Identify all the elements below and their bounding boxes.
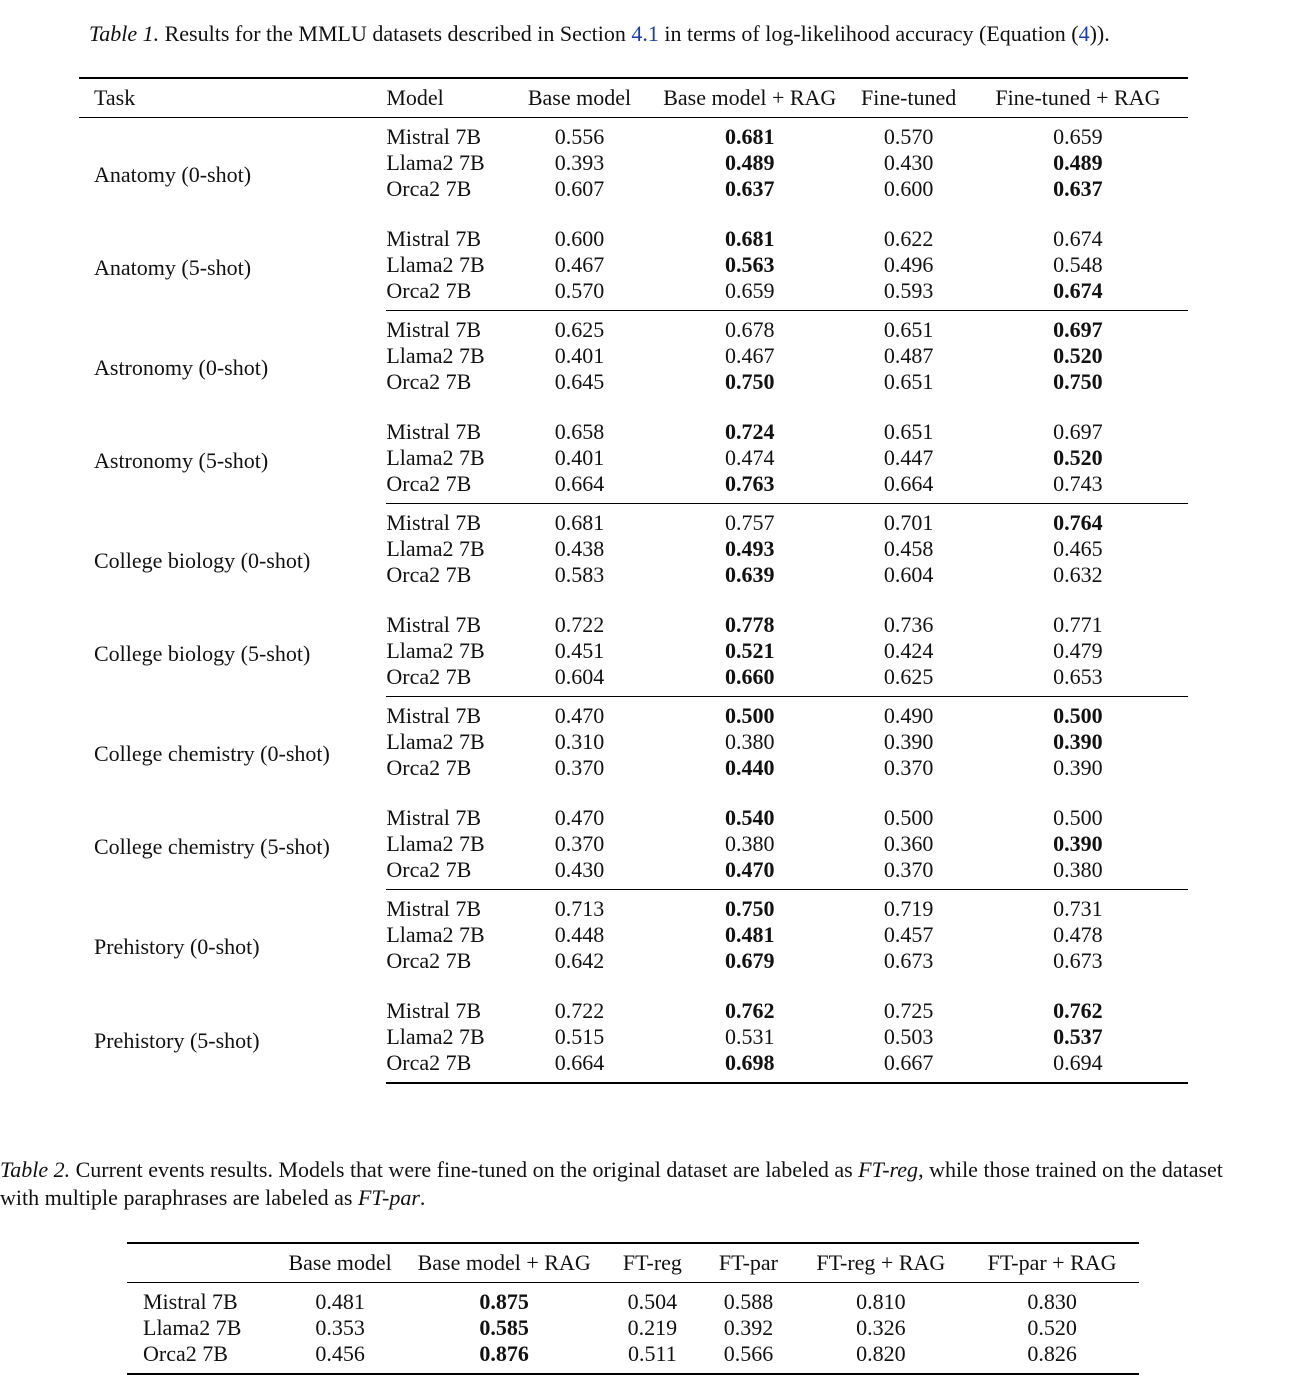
fine-tuned-cell: 0.664 — [849, 471, 967, 504]
fine-tuned-cell: 0.500 — [883, 805, 934, 830]
task-cell: Anatomy (0-shot) — [94, 162, 252, 187]
model-cell: Llama2 7B — [386, 343, 485, 368]
model-cell: Llama2 7B — [386, 831, 485, 856]
base-model-rag-cell: 0.724 — [725, 419, 775, 444]
base-model-cell: 0.448 — [554, 922, 605, 947]
table-row — [79, 504, 1188, 537]
task-cell: Astronomy (5-shot) — [94, 448, 269, 474]
base-model-cell: 0.664 — [509, 471, 650, 504]
base-model-cell: 0.481 — [315, 1289, 365, 1314]
model-cell: Mistral 7B — [386, 998, 482, 1023]
ft-par-cell: 0.566 — [700, 1341, 796, 1374]
fine-tuned-rag-cell: 0.694 — [968, 1050, 1188, 1083]
fine-tuned-cell: 0.651 — [883, 419, 934, 444]
base-model-cell: 0.645 — [554, 369, 605, 394]
model-cell: Mistral 7B — [386, 317, 482, 342]
base-model-rag-cell: 0.678 — [725, 317, 775, 342]
fine-tuned-rag-cell: 0.520 — [1053, 343, 1103, 368]
base-model-cell: 0.625 — [554, 317, 605, 342]
table-row — [127, 1341, 1139, 1374]
model-cell: Mistral 7B — [143, 1289, 238, 1314]
table1-caption — [89, 20, 1110, 48]
fine-tuned-rag-cell: 0.659 — [1053, 124, 1103, 149]
fine-tuned-rag-cell: 0.500 — [1053, 805, 1103, 830]
task-cell: Astronomy (0-shot) — [94, 354, 269, 380]
header-ft-par: FT-par — [700, 1243, 796, 1283]
fine-tuned-cell: 0.457 — [883, 922, 934, 947]
fine-tuned-cell: 0.458 — [883, 536, 934, 561]
ft-reg-cell: 0.504 — [627, 1289, 678, 1314]
fine-tuned-cell: 0.725 — [883, 998, 934, 1023]
base-model-rag-cell: 0.493 — [725, 536, 775, 561]
base-model-cell: 0.607 — [554, 176, 605, 201]
fine-tuned-rag-cell: 0.637 — [1053, 176, 1103, 201]
base-model-rag-cell: 0.681 — [725, 226, 775, 251]
base-model-cell: 0.713 — [554, 896, 605, 921]
fine-tuned-cell: 0.719 — [883, 896, 934, 921]
base-model-rag-cell: 0.531 — [725, 1024, 775, 1049]
fine-tuned-cell: 0.487 — [883, 343, 934, 368]
task-group — [79, 805, 1188, 890]
model-cell: Llama2 7B — [386, 252, 485, 277]
header-base-model: Base model — [509, 78, 650, 118]
fine-tuned-cell: 0.622 — [883, 226, 934, 251]
task-cell: College biology (5-shot) — [94, 641, 311, 667]
section-ref-link[interactable]: 4.1 — [631, 21, 659, 46]
base-model-cell: 0.604 — [509, 664, 650, 697]
table1-caption-text-after: )). — [1089, 21, 1110, 46]
header-ft-par-rag: FT-par + RAG — [965, 1243, 1139, 1283]
ft-reg-rag-cell: 0.810 — [856, 1289, 906, 1314]
header-ft-reg: FT-reg — [604, 1243, 700, 1283]
table-row — [79, 226, 1188, 252]
header-model: Model — [386, 78, 509, 118]
task-group — [79, 118, 1188, 227]
header-empty — [127, 1243, 276, 1283]
fine-tuned-rag-cell: 0.762 — [1053, 998, 1103, 1023]
table-row — [79, 118, 1188, 151]
table1-header-row — [79, 78, 1188, 118]
base-model-rag-cell: 0.698 — [650, 1050, 849, 1083]
fine-tuned-cell: 0.370 — [849, 857, 967, 890]
fine-tuned-cell: 0.736 — [883, 612, 934, 637]
base-model-rag-cell: 0.639 — [725, 562, 775, 587]
header-base-model-rag: Base model + RAG — [650, 78, 849, 118]
base-model-cell: 0.370 — [554, 755, 605, 780]
fine-tuned-rag-cell: 0.390 — [1053, 755, 1103, 780]
fine-tuned-cell: 0.600 — [883, 176, 934, 201]
base-model-rag-cell: 0.563 — [725, 252, 775, 277]
ft-reg-cell: 0.511 — [604, 1341, 700, 1374]
fine-tuned-rag-cell: 0.500 — [1053, 703, 1103, 728]
fine-tuned-rag-cell: 0.674 — [968, 278, 1188, 311]
model-cell: Orca2 7B — [386, 278, 509, 311]
model-cell: Llama2 7B — [386, 445, 485, 470]
base-model-rag-cell: 0.762 — [725, 998, 775, 1023]
model-cell: Llama2 7B — [143, 1315, 242, 1340]
base-model-rag-cell: 0.763 — [650, 471, 849, 504]
table2-caption-line2 — [0, 1184, 425, 1212]
base-model-rag-cell: 0.679 — [725, 948, 775, 973]
base-model-rag-cell: 0.659 — [650, 278, 849, 311]
fine-tuned-cell: 0.701 — [883, 510, 934, 535]
fine-tuned-cell: 0.447 — [883, 445, 934, 470]
base-model-cell: 0.467 — [554, 252, 605, 277]
equation-ref-link[interactable]: 4 — [1078, 21, 1090, 46]
base-model-cell: 0.570 — [509, 278, 650, 311]
base-model-cell: 0.658 — [554, 419, 605, 444]
model-cell: Llama2 7B — [386, 729, 485, 754]
base-model-rag-cell: 0.489 — [725, 150, 775, 175]
ft-par-rag-cell: 0.826 — [965, 1341, 1139, 1374]
table2-caption-text: Current events results. Models that were fine-tuned on the original dataset are labeled as — [70, 1157, 859, 1182]
base-model-rag-cell: 0.470 — [650, 857, 849, 890]
base-model-rag-cell: 0.681 — [725, 124, 775, 149]
base-model-rag-cell: 0.637 — [725, 176, 775, 201]
base-model-rag-cell: 0.757 — [725, 510, 775, 535]
base-model-cell: 0.470 — [554, 703, 605, 728]
fine-tuned-rag-cell: 0.743 — [968, 471, 1188, 504]
fine-tuned-rag-cell: 0.537 — [1053, 1024, 1103, 1049]
fine-tuned-cell: 0.503 — [883, 1024, 934, 1049]
table-row — [79, 612, 1188, 638]
model-cell: Mistral 7B — [386, 226, 482, 251]
task-group — [79, 998, 1188, 1083]
fine-tuned-rag-cell: 0.674 — [1053, 226, 1103, 251]
base-model-cell: 0.600 — [554, 226, 605, 251]
task-group — [79, 612, 1188, 697]
header-task: Task — [79, 78, 386, 118]
header-fine-tuned: Fine-tuned — [849, 78, 967, 118]
table2-header-row — [127, 1243, 1139, 1283]
fine-tuned-cell: 0.625 — [849, 664, 967, 697]
base-model-rag-cell: 0.467 — [725, 343, 775, 368]
ft-reg-rag-cell: 0.820 — [797, 1341, 966, 1374]
base-model-cell: 0.370 — [554, 831, 605, 856]
model-cell: Orca2 7B — [386, 176, 472, 201]
base-model-cell: 0.401 — [554, 445, 605, 470]
model-cell: Orca2 7B — [386, 948, 472, 973]
fine-tuned-cell: 0.570 — [883, 124, 934, 149]
fine-tuned-cell: 0.496 — [883, 252, 934, 277]
fine-tuned-cell: 0.604 — [883, 562, 934, 587]
model-cell: Orca2 7B — [386, 471, 509, 504]
table2-caption — [0, 1156, 1223, 1184]
base-model-cell: 0.583 — [554, 562, 605, 587]
fine-tuned-cell: 0.673 — [883, 948, 934, 973]
table1-caption-text: Results for the MMLU datasets described in Section — [159, 21, 632, 46]
base-model-rag-cell: 0.778 — [725, 612, 775, 637]
table2-caption-text-after: , while those trained on the dataset — [918, 1157, 1223, 1182]
results-table-current-events — [127, 1242, 1139, 1375]
base-model-cell: 0.393 — [554, 150, 605, 175]
table-row — [127, 1315, 1139, 1341]
fine-tuned-cell: 0.424 — [883, 638, 934, 663]
fine-tuned-rag-cell: 0.489 — [1053, 150, 1103, 175]
table-row — [127, 1283, 1139, 1316]
task-cell: College chemistry (5-shot) — [94, 834, 330, 860]
base-model-cell: 0.401 — [554, 343, 605, 368]
table2-caption-end: . — [419, 1185, 426, 1210]
model-cell: Llama2 7B — [386, 536, 485, 561]
task-group — [79, 419, 1188, 504]
fine-tuned-cell: 0.651 — [883, 317, 934, 342]
base-model-rag-cell: 0.750 — [725, 369, 775, 394]
fine-tuned-rag-cell: 0.390 — [1053, 831, 1103, 856]
base-model-cell: 0.722 — [554, 998, 605, 1023]
base-model-rag-cell: 0.750 — [725, 896, 775, 921]
model-cell: Orca2 7B — [386, 562, 472, 587]
base-model-rag-cell: 0.875 — [479, 1289, 529, 1314]
base-model-cell: 0.438 — [554, 536, 605, 561]
model-cell: Mistral 7B — [386, 124, 482, 149]
fine-tuned-rag-cell: 0.653 — [968, 664, 1188, 697]
base-model-cell: 0.556 — [554, 124, 605, 149]
fine-tuned-rag-cell: 0.697 — [1053, 419, 1103, 444]
table2-body — [127, 1283, 1139, 1375]
fine-tuned-rag-cell: 0.479 — [1053, 638, 1103, 663]
ft-reg-term: FT-reg — [858, 1157, 919, 1182]
model-cell: Orca2 7B — [386, 755, 472, 780]
model-cell: Llama2 7B — [386, 1024, 485, 1049]
base-model-cell: 0.353 — [315, 1315, 365, 1340]
table1-caption-label: Table 1. — [89, 21, 160, 46]
base-model-rag-cell: 0.440 — [725, 755, 775, 780]
task-cell: College chemistry (0-shot) — [94, 740, 330, 766]
table1-caption-text-middle: in terms of log-likelihood accuracy (Equation ( — [658, 21, 1079, 46]
fine-tuned-rag-cell: 0.697 — [1053, 317, 1103, 342]
base-model-rag-cell: 0.380 — [725, 729, 775, 754]
table2-caption-label: Table 2. — [0, 1157, 71, 1182]
fine-tuned-cell: 0.390 — [883, 729, 934, 754]
fine-tuned-rag-cell: 0.673 — [1053, 948, 1103, 973]
fine-tuned-rag-cell: 0.632 — [1053, 562, 1103, 587]
model-cell: Mistral 7B — [386, 510, 482, 535]
fine-tuned-cell: 0.651 — [883, 369, 934, 394]
model-cell: Mistral 7B — [386, 612, 482, 637]
model-cell: Llama2 7B — [386, 150, 485, 175]
fine-tuned-rag-cell: 0.764 — [1053, 510, 1103, 535]
fine-tuned-rag-cell: 0.478 — [1053, 922, 1103, 947]
table-row — [79, 419, 1188, 445]
ft-par-rag-cell: 0.830 — [1027, 1289, 1077, 1314]
ft-par-term: FT-par — [357, 1185, 420, 1210]
table2-caption-text-line2: with multiple paraphrases are labeled as — [0, 1185, 358, 1210]
task-cell: College biology (0-shot) — [94, 547, 311, 573]
model-cell: Mistral 7B — [386, 896, 482, 921]
base-model-rag-cell: 0.380 — [725, 831, 775, 856]
model-cell: Llama2 7B — [386, 638, 485, 663]
base-model-rag-cell: 0.540 — [725, 805, 775, 830]
header-fine-tuned-rag: Fine-tuned + RAG — [968, 78, 1188, 118]
ft-par-rag-cell: 0.520 — [1027, 1315, 1077, 1340]
fine-tuned-cell: 0.370 — [883, 755, 934, 780]
results-table-mmlu — [79, 77, 1188, 1084]
base-model-cell: 0.664 — [509, 1050, 650, 1083]
fine-tuned-rag-cell: 0.520 — [1053, 445, 1103, 470]
base-model-cell: 0.451 — [554, 638, 605, 663]
model-cell: Orca2 7B — [386, 369, 472, 394]
task-cell: Anatomy (5-shot) — [94, 255, 252, 281]
base-model-rag-cell: 0.660 — [650, 664, 849, 697]
model-cell: Orca2 7B — [386, 664, 509, 697]
table-row — [79, 697, 1188, 730]
base-model-cell: 0.430 — [509, 857, 650, 890]
fine-tuned-rag-cell: 0.731 — [1053, 896, 1103, 921]
base-model-rag-cell: 0.521 — [725, 638, 775, 663]
fine-tuned-cell: 0.490 — [883, 703, 934, 728]
task-group — [79, 890, 1188, 999]
task-group — [79, 311, 1188, 420]
ft-par-cell: 0.588 — [723, 1289, 774, 1314]
fine-tuned-rag-cell: 0.465 — [1053, 536, 1103, 561]
ft-reg-cell: 0.219 — [627, 1315, 678, 1340]
ft-reg-rag-cell: 0.326 — [856, 1315, 906, 1340]
ft-par-cell: 0.392 — [723, 1315, 774, 1340]
fine-tuned-cell: 0.593 — [849, 278, 967, 311]
task-cell: Prehistory (5-shot) — [94, 1027, 260, 1053]
header-ft-reg-rag: FT-reg + RAG — [797, 1243, 966, 1283]
header-base-model: Base model — [276, 1243, 404, 1283]
task-group — [79, 697, 1188, 806]
table-row — [79, 998, 1188, 1024]
table-row — [79, 890, 1188, 923]
header-base-model-rag: Base model + RAG — [404, 1243, 604, 1283]
fine-tuned-rag-cell: 0.548 — [1053, 252, 1103, 277]
fine-tuned-rag-cell: 0.390 — [1053, 729, 1103, 754]
fine-tuned-cell: 0.667 — [849, 1050, 967, 1083]
model-cell: Orca2 7B — [386, 857, 509, 890]
base-model-rag-cell: 0.585 — [479, 1315, 529, 1340]
base-model-cell: 0.515 — [554, 1024, 605, 1049]
base-model-cell: 0.722 — [554, 612, 605, 637]
model-cell: Llama2 7B — [386, 922, 485, 947]
task-group — [79, 504, 1188, 613]
task-group — [79, 226, 1188, 311]
model-cell: Mistral 7B — [386, 805, 482, 830]
base-model-cell: 0.642 — [554, 948, 605, 973]
model-cell: Mistral 7B — [386, 419, 482, 444]
fine-tuned-rag-cell: 0.750 — [1053, 369, 1103, 394]
fine-tuned-rag-cell: 0.771 — [1053, 612, 1103, 637]
base-model-cell: 0.310 — [554, 729, 605, 754]
task-cell: Prehistory (0-shot) — [94, 933, 260, 959]
fine-tuned-cell: 0.430 — [883, 150, 934, 175]
table-row — [79, 311, 1188, 344]
base-model-rag-cell: 0.876 — [404, 1341, 604, 1374]
table-row — [79, 805, 1188, 831]
fine-tuned-rag-cell: 0.380 — [968, 857, 1188, 890]
model-cell: Orca2 7B — [386, 1050, 509, 1083]
base-model-rag-cell: 0.474 — [725, 445, 775, 470]
base-model-rag-cell: 0.500 — [725, 703, 775, 728]
base-model-cell: 0.456 — [276, 1341, 404, 1374]
model-cell: Mistral 7B — [386, 703, 482, 728]
base-model-rag-cell: 0.481 — [725, 922, 775, 947]
fine-tuned-cell: 0.360 — [883, 831, 934, 856]
base-model-cell: 0.681 — [554, 510, 605, 535]
base-model-cell: 0.470 — [554, 805, 605, 830]
model-cell: Orca2 7B — [127, 1341, 276, 1374]
